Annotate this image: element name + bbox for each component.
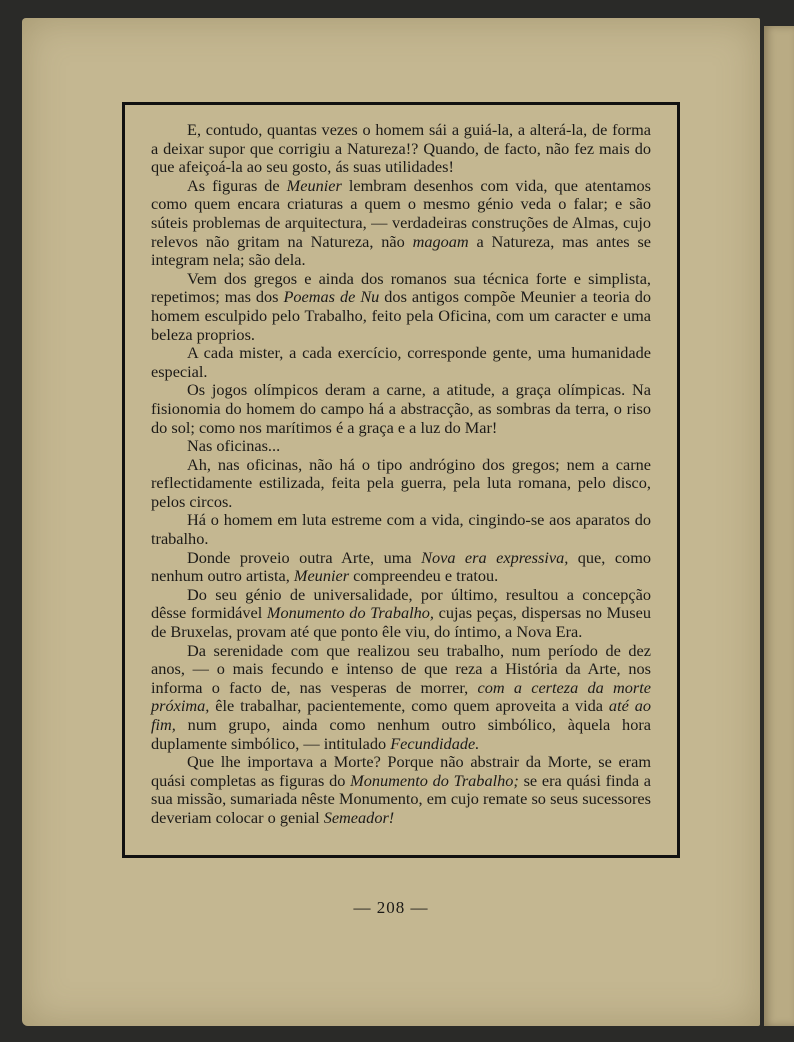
text-segment: Nas oficinas... xyxy=(187,436,281,456)
paragraph xyxy=(151,642,651,754)
paragraph xyxy=(151,437,651,456)
italic-text: Fecundidade. xyxy=(390,733,480,753)
text-segment: A cada mister, a cada exercício, corresponde gente, uma humanidade especial. xyxy=(151,343,651,381)
italic-text: Poemas de Nu xyxy=(283,287,380,307)
paragraph xyxy=(151,753,651,827)
italic-text: Monumento do Trabalho, xyxy=(266,603,434,623)
text-segment: Da serenidade com que realizou seu trabalho, num período de dez anos, — o mais fecundo e intenso de que reza a História da Arte, nos informa o facto de, nas vesperas de morrer, xyxy=(151,640,651,697)
paragraph xyxy=(151,586,651,642)
text-segment: êle trabalhar, pacientemente, como quem aproveita a vida xyxy=(209,696,609,716)
text-segment: dos antigos compõe Meunier a teoria do homem esculpido pelo Trabalho, feito pela Oficina, com um caracter e uma beleza proprios. xyxy=(151,287,652,344)
text-frame xyxy=(122,102,680,858)
italic-text: Monumento do Trabalho; xyxy=(350,770,519,790)
paragraph xyxy=(151,344,651,381)
body-text xyxy=(151,121,651,828)
text-segment: compreendeu e tratou. xyxy=(349,566,499,586)
italic-text: magoam xyxy=(412,231,469,251)
text-segment: Os jogos olímpicos deram a carne, a atitude, a graça olímpicas. Na fisionomia do homem do campo há a abstracção, as sombras da terra, o riso do sol; como nos marítimos é a graça e a luz do Mar! xyxy=(151,380,651,437)
text-segment: Do seu génio de universalidade, por último, resultou a concepção dêsse formidável xyxy=(151,584,651,623)
italic-text: Semeador! xyxy=(323,807,395,827)
italic-text: Meunier xyxy=(286,175,342,195)
text-segment: lembram desenhos com vida, que atentamos como quem encara criaturas a quem o mesmo génio veda o falar; e são súteis problemas de arquitectura, — verdadeiras construções de Almas, cujo relevos não gritam na Natureza, não xyxy=(151,175,652,251)
text-segment: num grupo, ainda como nenhum outro simbólico, àquela hora duplamente simbólico, — intitulado xyxy=(151,715,651,753)
paragraph xyxy=(151,121,651,177)
book-page xyxy=(22,18,760,1026)
text-segment: se era quási finda a sua missão, sumariada nêste Monumento, em cujo remate so seus sucessores deveriam colocar o genial xyxy=(151,770,652,827)
text-segment: As figuras de xyxy=(187,175,287,195)
page-number: — 208 — xyxy=(353,898,429,917)
paragraph xyxy=(151,177,651,270)
italic-text: Nova era expressiva, xyxy=(421,547,569,567)
paragraph xyxy=(151,456,651,512)
text-segment: Que lhe importava a Morte? Porque não abstrair da Morte, se eram quási completas as figuras do xyxy=(151,752,651,790)
text-segment: Vem dos gregos e ainda dos romanos sua técnica forte e simplista, repetimos; mas dos xyxy=(151,268,651,307)
text-segment: cujas peças, dispersas no Museu de Bruxelas, provam até que ponto êle viu, do íntimo, a Nova Era. xyxy=(151,603,651,642)
paragraph xyxy=(151,549,651,586)
text-segment: Donde proveio outra Arte, uma xyxy=(187,547,422,567)
paragraph xyxy=(151,511,651,548)
italic-text: até ao fim, xyxy=(151,696,651,734)
text-segment: que, como nenhum outro artista, xyxy=(151,547,651,586)
text-segment: Há o homem em luta estreme com a vida, cingindo-se aos aparatos do trabalho. xyxy=(151,510,651,549)
italic-text: Meunier xyxy=(293,566,350,586)
facing-page-edge xyxy=(764,26,794,1026)
italic-text: com a certeza da morte próxima, xyxy=(151,677,651,716)
paragraph xyxy=(151,270,651,344)
text-segment: Ah, nas oficinas, não há o tipo andrógino dos gregos; nem a carne reflectidamente estilizada, feita pela guerra, pela luta romana, pelo disco, pelos circos. xyxy=(151,454,651,511)
text-segment: a Natureza, mas antes se integram nela; são dela. xyxy=(151,231,652,270)
paragraph xyxy=(151,381,651,437)
text-segment: E, contudo, quantas vezes o homem sái a guiá-la, a alterá-la, de forma a deixar supor que corrigiu a Natureza!? Quando, de facto, não fez mais do que afeiçoá-la ao seu gosto, ás suas utilidades! xyxy=(151,120,651,177)
